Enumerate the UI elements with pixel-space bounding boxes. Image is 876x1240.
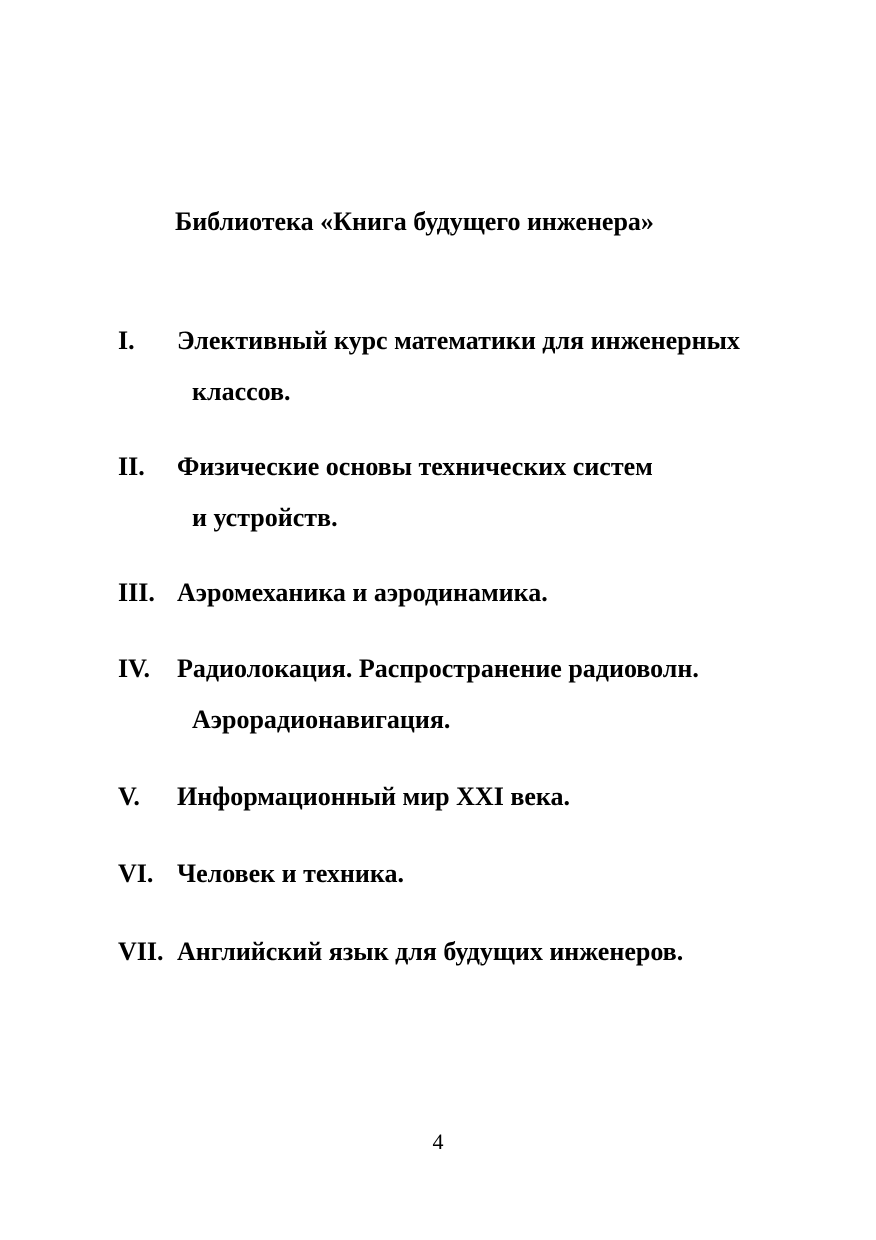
page-number: 4: [432, 1129, 444, 1154]
entry-number: III.: [118, 578, 155, 607]
entry-title: Радиолокация. Распространение радиоволн.: [177, 654, 699, 683]
page-title: Библиотека «Книга будущего инженера»: [175, 207, 654, 236]
entry-number: IV.: [118, 654, 151, 683]
entry-title-continuation: и устройств.: [192, 503, 338, 532]
entry-title: Английский язык для будущих инженеров.: [177, 937, 684, 966]
entry-title: Человек и техника.: [177, 859, 404, 888]
entry-title: Информационный мир XXI века.: [177, 782, 570, 811]
entry-number: I.: [118, 326, 135, 355]
entry-title-continuation: классов.: [192, 377, 291, 406]
entry-title: Аэромеханика и аэродинамика.: [177, 578, 548, 607]
entry-title: Элективный курс математики для инженерных: [177, 326, 740, 355]
entry-number: VI.: [118, 859, 154, 888]
entry-title: Физические основы технических систем: [177, 452, 653, 481]
entry-title-continuation: Аэрорадионавигация.: [192, 705, 451, 734]
entry-number: II.: [118, 452, 145, 481]
entry-number: VII.: [118, 937, 164, 966]
entry-number: V.: [118, 782, 140, 811]
